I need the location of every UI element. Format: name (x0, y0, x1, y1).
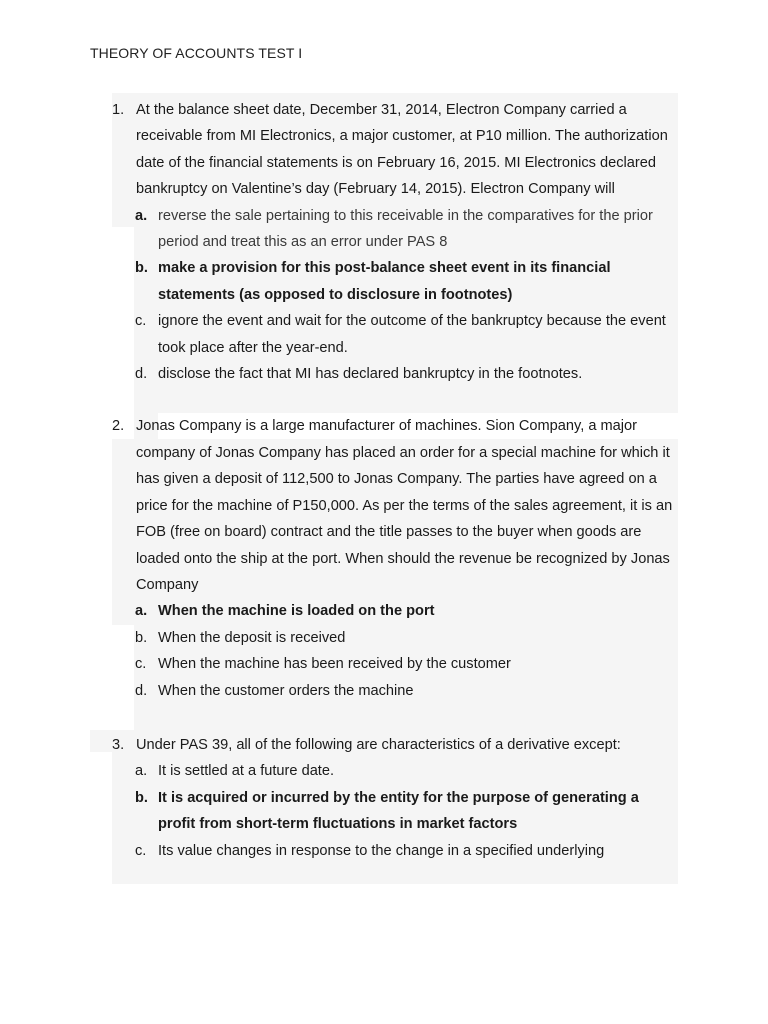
choice-text: It is acquired or incurred by the entity for the purpose of generating a profit from short-term fluctuations in market factors (158, 789, 639, 833)
choice-text: disclose the fact that MI has declared bankruptcy in the footnotes. (158, 366, 583, 383)
choice-item (0, 625, 768, 651)
choice-item (0, 838, 768, 864)
choice-letter: d. (135, 366, 148, 383)
choice-letter: d. (135, 682, 148, 699)
choice-letter: b. (135, 789, 148, 806)
choice-item (0, 203, 768, 256)
question-number: 2. (112, 418, 125, 435)
choice-letter: c. (135, 656, 147, 673)
question-item (0, 413, 768, 703)
choice-letter: b. (135, 629, 148, 646)
choice-item-answer (0, 255, 768, 308)
choice-item-answer (0, 598, 768, 624)
choice-letter: b. (135, 260, 148, 277)
choice-item (0, 758, 768, 784)
question-stem: At the balance sheet date, December 31, 2014, Electron Company carried a receivable from MI Electronics, a major customer, at P10 million. The authorization date of the financial statements is on February 16, 2015. MI Electronics declared bankruptcy on Valentine’s day (February 14, 2015). Electron Company will (136, 102, 668, 198)
choice-letter: a. (135, 603, 148, 620)
choice-text: When the customer orders the machine (158, 682, 414, 699)
question-number: 1. (112, 102, 125, 118)
choice-letter: c. (135, 313, 147, 330)
question-stem: Jonas Company is a large manufacturer of machines. Sion Company, a major company of Jonas Company has placed an order for a special machine for which it has given a deposit of 112,500 to Jonas Company. The parties have agreed on a price for the machine of P150,000. As per the terms of the sales agreement, it is an FOB (free on board) contract and the title passes to the buyer when goods are loaded onto the ship at the port. When should the revenue be recognized by Jonas Company (136, 418, 673, 593)
choice-text: reverse the sale pertaining to this receivable in the comparatives for the prior period and treat this as an error under PAS 8 (158, 207, 653, 251)
question-item (0, 732, 768, 864)
question-stem: Under PAS 39, all of the following are characteristics of a derivative except: (136, 736, 621, 753)
question-list (0, 97, 768, 864)
choice-text: ignore the event and wait for the outcome of the bankruptcy because the event took place after the year-end. (158, 313, 666, 356)
question-number: 3. (112, 736, 125, 753)
choice-item (0, 678, 768, 704)
choice-text: When the machine has been received by the customer (158, 656, 511, 673)
page-title: THEORY OF ACCOUNTS TEST I (90, 45, 303, 61)
choice-item (0, 308, 768, 361)
choice-text: Its value changes in response to the change in a specified underlying (158, 842, 605, 859)
choice-letter: c. (135, 842, 147, 859)
choice-item (0, 361, 768, 387)
choice-text: When the deposit is received (158, 629, 346, 646)
choice-text: When the machine is loaded on the port (158, 603, 435, 620)
question-item (0, 97, 768, 387)
choice-letter: a. (135, 207, 148, 224)
spacer (0, 704, 768, 732)
choice-list (0, 598, 768, 704)
spacer (0, 387, 768, 413)
choice-item-answer (0, 785, 768, 838)
choice-list (0, 203, 768, 388)
choice-list (0, 758, 768, 864)
choice-item (0, 651, 768, 677)
choice-letter: a. (135, 763, 148, 780)
choice-text: make a provision for this post-balance sheet event in its financial statements (as opposed to disclosure in footnotes) (158, 260, 611, 303)
choice-text: It is settled at a future date. (158, 763, 335, 780)
